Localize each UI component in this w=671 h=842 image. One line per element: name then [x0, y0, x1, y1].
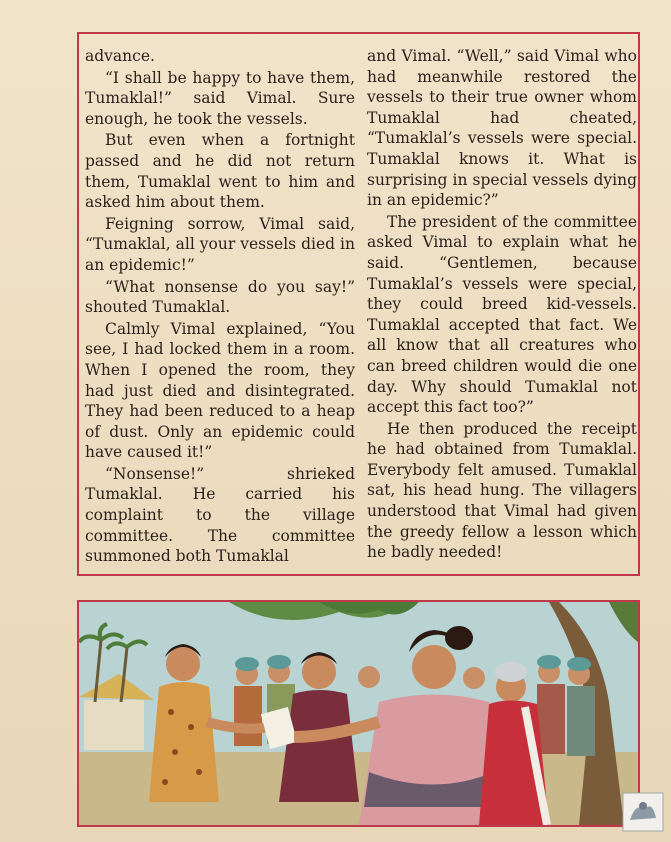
village-committee-scene [79, 602, 638, 825]
paragraph: “I shall be happy to have them, Tumaklal!” said Vimal. Sure enough, he took the vessels. [85, 68, 355, 128]
paragraph: He then produced the receipt he had obtained from Tumaklal. Everybody felt amused. Tumaklal sat, his head hung. The villagers understood that Vimal had given the greedy fellow a lesson which he badly needed! [367, 419, 637, 562]
story-text-frame [77, 32, 640, 576]
story-left-column [85, 46, 355, 567]
publisher-logo-icon [622, 792, 664, 832]
paragraph: But even when a fortnight passed and he did not return them, Tumaklal went to him and asked him about them. [85, 131, 355, 212]
paragraph: Feigning sorrow, Vimal said, “Tumaklal, all your vessels died in an epidemic!” [85, 214, 355, 274]
paragraph: The president of the committee asked Vimal to explain what he said. “Gentlemen, because Tumaklal’s vessels were special, they could breed kid-vessels. Tumaklal accepted that fact. We all know that all creatures who can breed children would die one day. Why should Tumaklal not accept this fact too?” [367, 212, 637, 417]
story-right-column [367, 46, 637, 563]
paragraph: and Vimal. “Well,” said Vimal who had meanwhile restored the vessels to their true owner whom Tumaklal had cheated, “Tumaklal’s vessels were special. Tumaklal knows it. What is surprising in special vessels dying in an epidemic?” [367, 47, 637, 210]
paragraph: Calmly Vimal explained, “You see, I had locked them in a room. When I opened the room, they had just died and disintegrated. They had been reduced to a heap of dust. Only an epidemic could have caused it!” [85, 319, 355, 462]
paragraph: “What nonsense do you say!” shouted Tumaklal. [85, 277, 355, 317]
paragraph: “Nonsense!” shrieked Tumaklal. He carried his complaint to the village committee. The committee summoned both Tumaklal [85, 464, 355, 566]
paragraph: advance. [85, 47, 155, 65]
story-illustration [77, 600, 640, 827]
